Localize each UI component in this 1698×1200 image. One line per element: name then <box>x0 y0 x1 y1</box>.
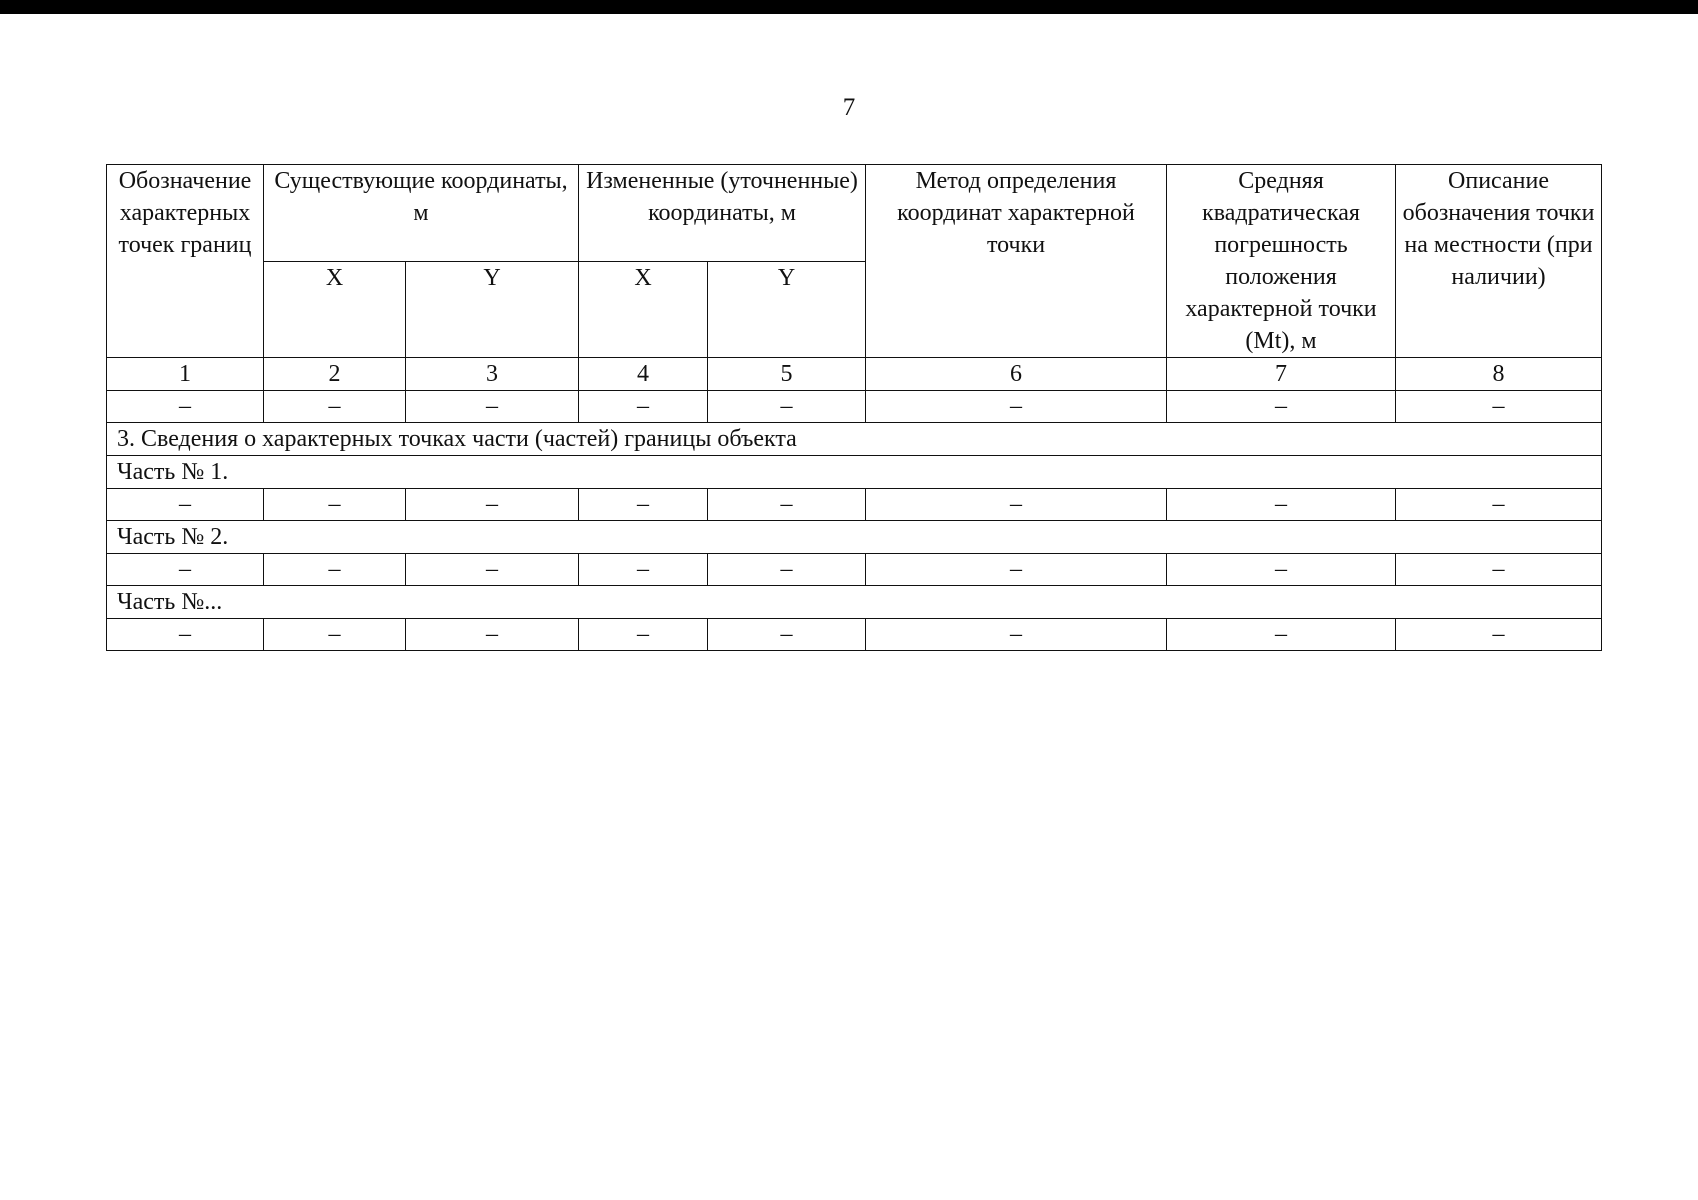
header-existing-y: Y <box>406 261 579 358</box>
page-number: 7 <box>842 94 856 121</box>
empty-value-cell: – <box>1396 554 1602 586</box>
coordinates-table <box>106 164 1602 651</box>
header-existing-coordinates: Существующие координаты, м <box>264 165 579 262</box>
header-method: Метод определения координат характерной точки <box>866 165 1167 358</box>
empty-value-cell: – <box>107 619 264 651</box>
empty-value-cell: – <box>1167 554 1396 586</box>
empty-value-cell: – <box>107 489 264 521</box>
empty-value-cell: – <box>579 489 708 521</box>
column-number: 6 <box>866 358 1167 391</box>
part-label: Часть № 1. <box>107 456 1602 489</box>
empty-value-cell: – <box>579 554 708 586</box>
empty-value-cell: – <box>1167 619 1396 651</box>
empty-value-cell: – <box>264 391 406 423</box>
column-number: 1 <box>107 358 264 391</box>
header-point-designation: Обозначение характерных точек границ <box>107 165 264 358</box>
column-number: 2 <box>264 358 406 391</box>
empty-value-cell: – <box>406 391 579 423</box>
empty-value-cell: – <box>1396 489 1602 521</box>
header-existing-x: X <box>264 261 406 358</box>
empty-value-cell: – <box>866 489 1167 521</box>
empty-value-cell: – <box>708 619 866 651</box>
empty-value-cell: – <box>866 619 1167 651</box>
empty-value-cell: – <box>406 489 579 521</box>
empty-value-cell: – <box>708 554 866 586</box>
empty-value-cell: – <box>708 391 866 423</box>
column-numbers-row <box>107 358 1602 391</box>
empty-value-cell: – <box>107 391 264 423</box>
part-label: Часть №... <box>107 586 1602 619</box>
column-number: 3 <box>406 358 579 391</box>
empty-value-cell: – <box>1167 489 1396 521</box>
column-number: 5 <box>708 358 866 391</box>
empty-value-cell: – <box>406 554 579 586</box>
scan-top-edge <box>0 0 1698 14</box>
empty-value-cell: – <box>866 391 1167 423</box>
empty-value-cell: – <box>579 619 708 651</box>
header-changed-x: X <box>579 261 708 358</box>
empty-value-cell: – <box>1167 391 1396 423</box>
table-row <box>107 619 1602 651</box>
empty-value-cell: – <box>264 489 406 521</box>
table-row <box>107 489 1602 521</box>
empty-value-cell: – <box>1396 391 1602 423</box>
header-description: Описание обозначения точки на местности (при наличии) <box>1396 165 1602 358</box>
empty-value-cell: – <box>264 619 406 651</box>
column-number: 8 <box>1396 358 1602 391</box>
table-row <box>107 554 1602 586</box>
empty-value-cell: – <box>264 554 406 586</box>
header-changed-y: Y <box>708 261 866 358</box>
column-number: 4 <box>579 358 708 391</box>
empty-value-cell: – <box>406 619 579 651</box>
empty-value-cell: – <box>579 391 708 423</box>
empty-value-cell: – <box>107 554 264 586</box>
part-label: Часть № 2. <box>107 521 1602 554</box>
empty-value-cell: – <box>708 489 866 521</box>
table-row <box>107 391 1602 423</box>
section-title: 3. Сведения о характерных точках части (частей) границы объекта <box>107 423 1602 456</box>
column-number: 7 <box>1167 358 1396 391</box>
empty-value-cell: – <box>1396 619 1602 651</box>
header-mean-square-error: Средняя квадратическая погрешность положения характерной точки (Mt), м <box>1167 165 1396 358</box>
header-changed-coordinates: Измененные (уточненные) координаты, м <box>579 165 866 262</box>
empty-value-cell: – <box>866 554 1167 586</box>
